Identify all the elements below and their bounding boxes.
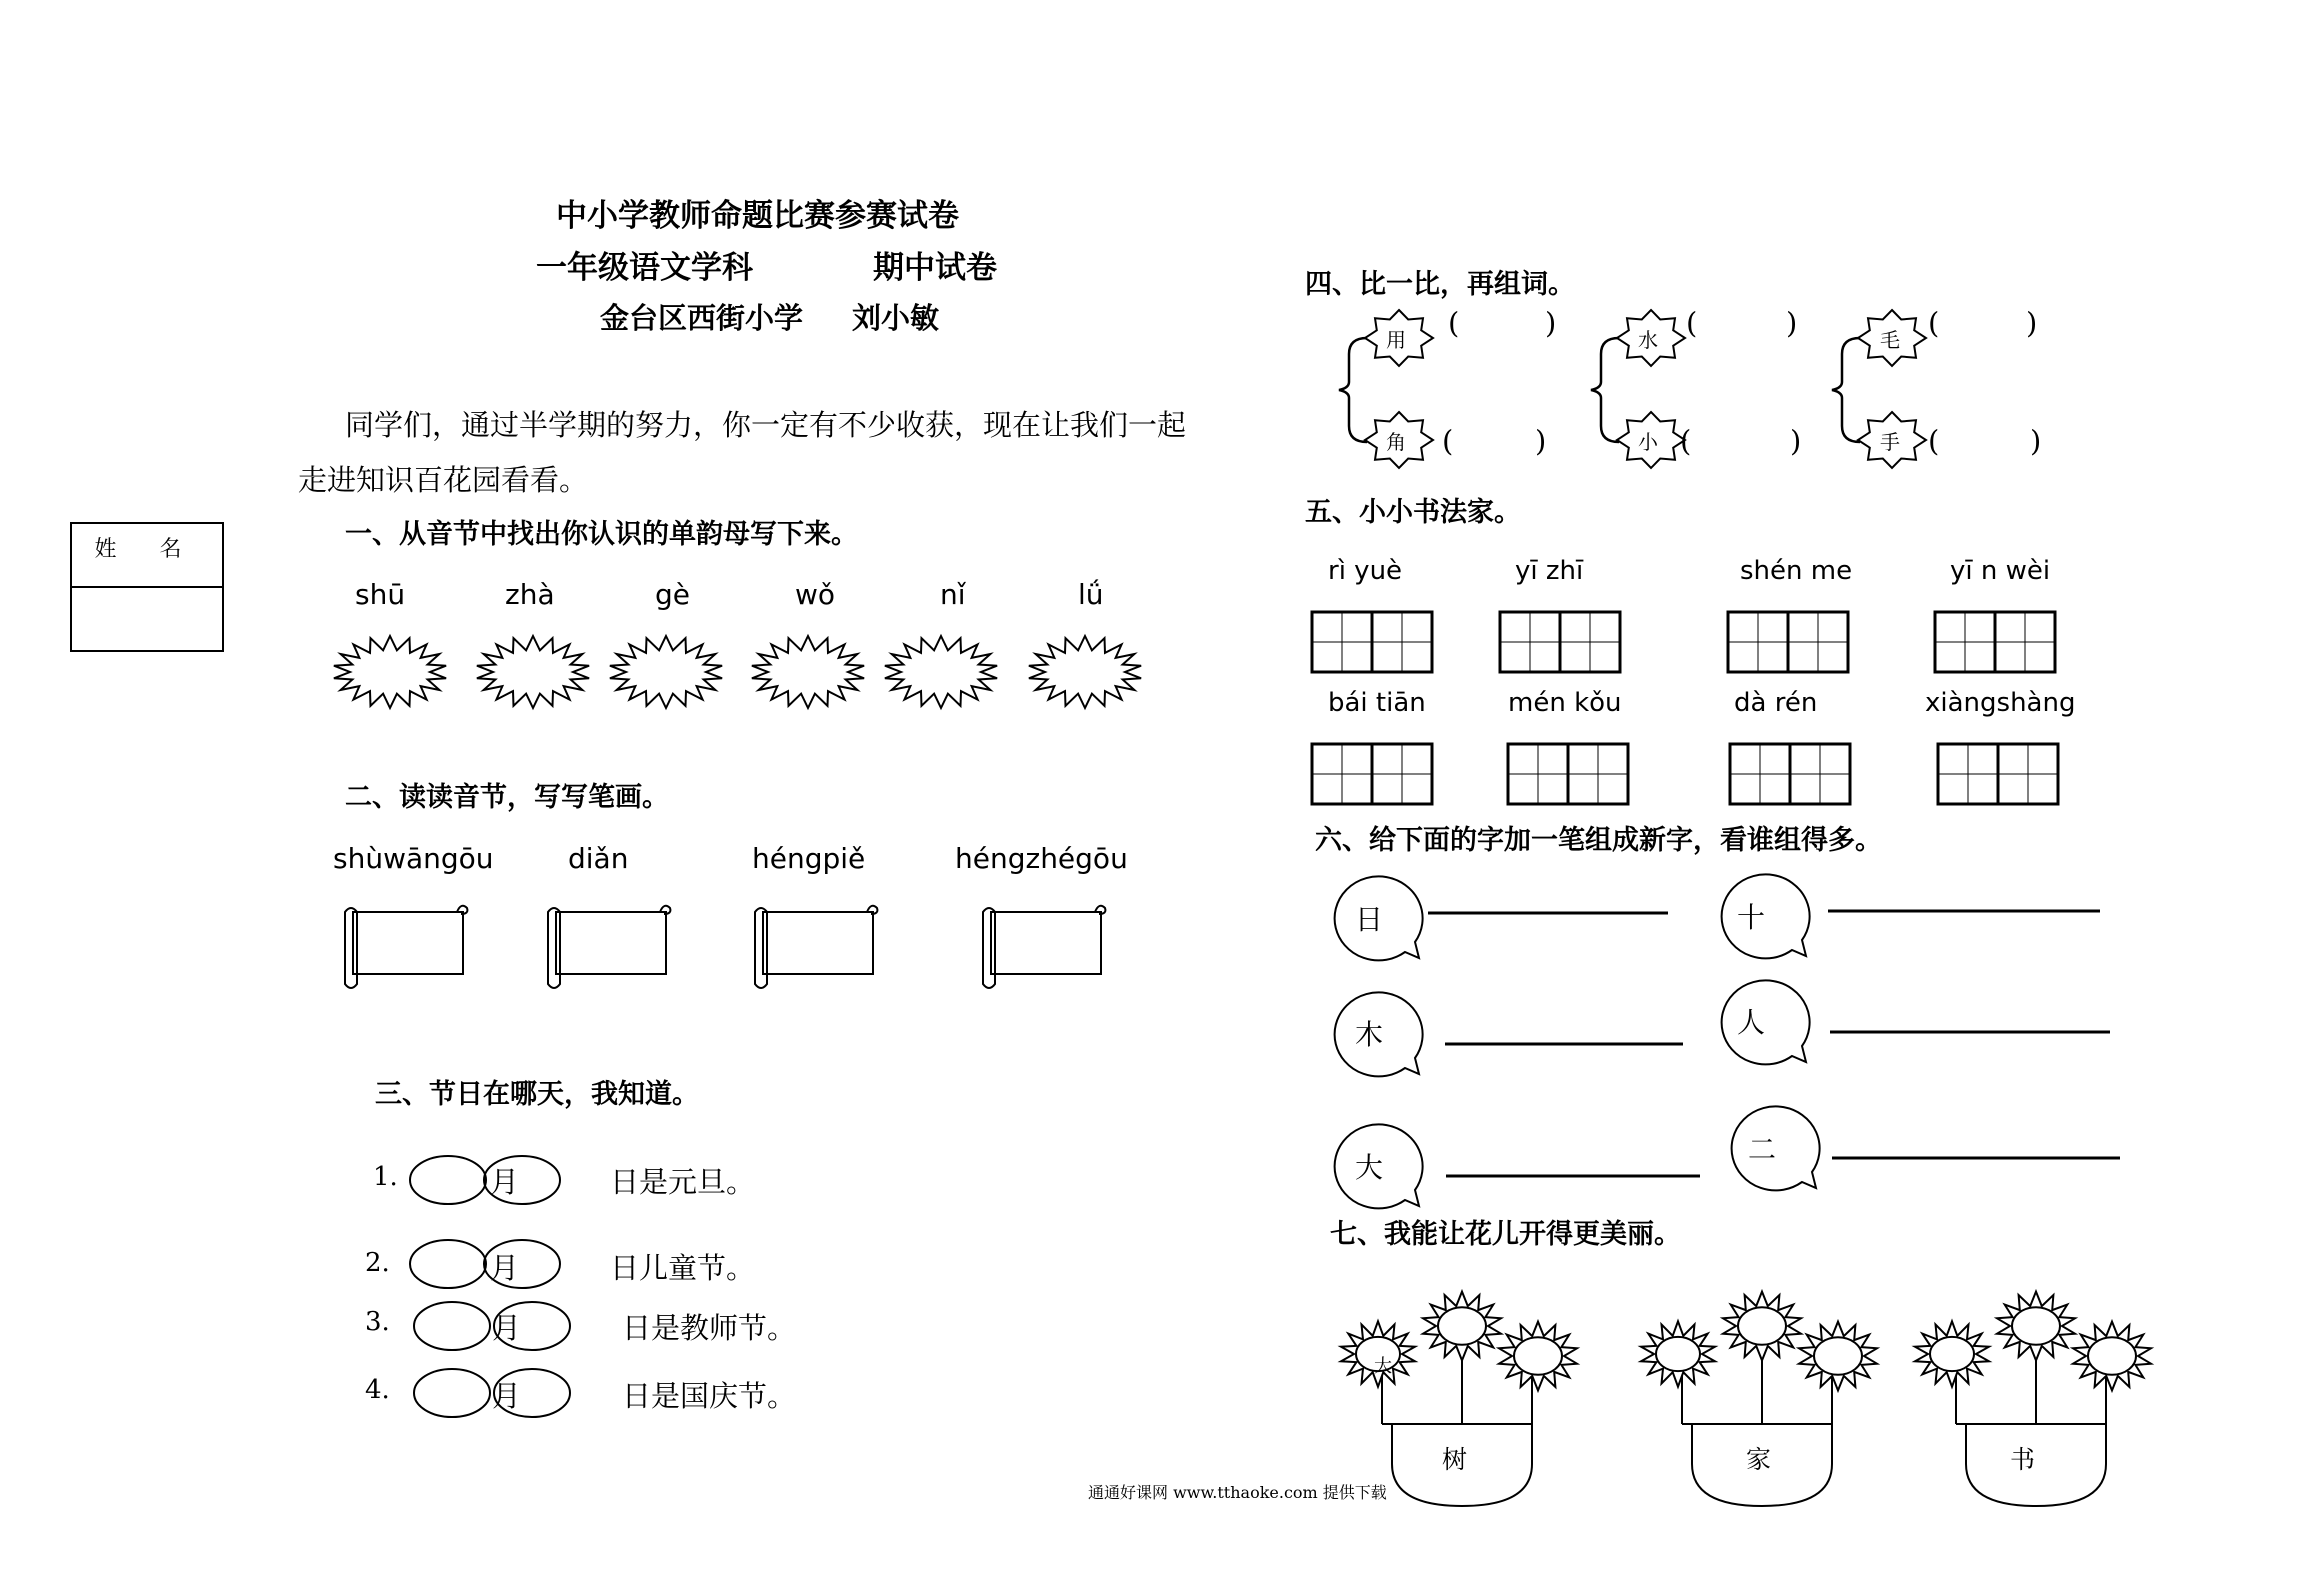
stroke-scroll-2 <box>548 906 670 988</box>
intro-line-1: 同学们，通过半学期的努力，你一定有不少收获，现在让我们一起 <box>345 408 1187 442</box>
paren-close-5: ) <box>2026 306 2038 340</box>
answer-star-6 <box>1029 636 1141 708</box>
answer-star-2 <box>477 636 589 708</box>
section1-title: 一、从音节中找出你认识的单韵母写下来。 <box>345 519 858 550</box>
pinyin-r2-3: dà rén <box>1734 688 1818 718</box>
holiday-month-3: 月 <box>492 1311 522 1345</box>
compare-char-5: 毛 <box>1880 328 1900 352</box>
paren-close-2: ) <box>1535 424 1547 458</box>
exam-title: 中小学教师命题比赛参赛试卷 <box>556 198 959 234</box>
name-field[interactable] <box>72 588 222 652</box>
compare-char-2: 角 <box>1386 430 1406 454</box>
flower-center-2-1 <box>1656 1337 1700 1371</box>
brace-3 <box>1832 338 1860 442</box>
syllable-6: lǘ <box>1078 578 1104 611</box>
grade-subject: 一年级语文学科 <box>536 250 753 286</box>
writing-grid-3 <box>1728 612 1848 672</box>
flower-center-3-1 <box>1930 1337 1974 1371</box>
section6-title: 六、给下面的字加一笔组成新字，看谁组得多。 <box>1315 825 1882 856</box>
pinyin-r2-1: bái tiān <box>1328 688 1426 718</box>
pot-char-2: 家 <box>1746 1445 1772 1474</box>
brace-1 <box>1339 338 1367 442</box>
flower-center-1-2 <box>1438 1307 1486 1344</box>
paren-close-6: ) <box>2030 424 2042 458</box>
holiday-text-3: 日是教师节。 <box>622 1311 797 1345</box>
pinyin-r2-4: xiàngshàng <box>1925 688 2076 718</box>
flower-center-1-3 <box>1514 1337 1562 1374</box>
pinyin-r2-2: mén kǒu <box>1508 688 1622 718</box>
stroke-scroll-4 <box>983 906 1105 988</box>
holiday-month-2: 月 <box>490 1251 520 1285</box>
section4-title: 四、比一比，再组词。 <box>1305 269 1575 300</box>
stroke-name-4: héngzhégōu <box>955 842 1128 875</box>
compare-char-4: 小 <box>1638 430 1658 454</box>
paren-open-2: ( <box>1442 424 1454 458</box>
section7-title: 七、我能让花儿开得更美丽。 <box>1330 1219 1681 1250</box>
paren-open-5: ( <box>1928 306 1940 340</box>
holiday-text-4: 日是国庆节。 <box>622 1379 797 1413</box>
school-name: 金台区西街小学 <box>600 301 804 335</box>
flower-center-2-2 <box>1738 1307 1786 1344</box>
flower-center-3-3 <box>2088 1337 2136 1374</box>
paren-close-4: ) <box>1790 424 1802 458</box>
add-stroke-char-2: 十 <box>1737 901 1766 934</box>
stroke-name-2: diǎn <box>568 842 629 875</box>
writing-grid-7 <box>1730 744 1850 804</box>
writing-grid-6 <box>1508 744 1628 804</box>
section2-title: 二、读读音节，写写笔画。 <box>345 782 669 813</box>
syllable-3: gè <box>655 578 690 611</box>
writing-grid-1 <box>1312 612 1432 672</box>
month-oval-4 <box>414 1369 490 1417</box>
holiday-month-1: 月 <box>490 1165 520 1199</box>
brace-2 <box>1591 338 1619 442</box>
stroke-name-3: héngpiě <box>752 842 866 875</box>
writing-grid-4 <box>1935 612 2055 672</box>
syllable-4: wǒ <box>795 578 836 611</box>
holiday-text-1: 日是元旦。 <box>610 1165 756 1199</box>
paren-open-1: ( <box>1448 306 1460 340</box>
paren-open-3: ( <box>1686 306 1698 340</box>
pinyin-r1-3: shén me <box>1740 556 1853 586</box>
section3-title: 三、节日在哪天，我知道。 <box>375 1079 699 1110</box>
add-stroke-char-1: 日 <box>1355 903 1384 936</box>
holiday-text-2: 日儿童节。 <box>610 1251 756 1285</box>
month-oval-2 <box>410 1240 486 1288</box>
answer-star-3 <box>610 636 722 708</box>
holiday-num-3: 3. <box>365 1307 390 1337</box>
name-box <box>70 522 224 652</box>
paren-open-4: ( <box>1680 424 1692 458</box>
flower-center-2-3 <box>1814 1337 1862 1374</box>
paren-close-1: ) <box>1545 306 1557 340</box>
stroke-name-1: shùwāngōu <box>333 842 494 875</box>
pinyin-r1-4: yī n wèi <box>1950 556 2051 586</box>
flower-center-3-2 <box>2012 1307 2060 1344</box>
add-stroke-char-6: 二 <box>1748 1133 1777 1166</box>
section5-title: 五、小小书法家。 <box>1305 497 1521 528</box>
author-name: 刘小敏 <box>852 301 940 335</box>
pot-char-1: 树 <box>1442 1445 1468 1474</box>
compare-char-1: 用 <box>1386 328 1406 352</box>
holiday-num-1: 1. <box>373 1162 398 1192</box>
pinyin-r1-1: rì yuè <box>1328 556 1403 586</box>
writing-grid-8 <box>1938 744 2058 804</box>
compare-char-6: 手 <box>1880 430 1900 454</box>
paren-open-6: ( <box>1928 424 1940 458</box>
syllable-1: shū <box>355 578 406 611</box>
answer-star-5 <box>885 636 997 708</box>
char-bubble-4 <box>1722 980 1810 1064</box>
month-oval-3 <box>414 1302 490 1350</box>
footer-credit: 通通好课网 www.tthaoke.com 提供下载 <box>1088 1483 1387 1502</box>
answer-star-1 <box>334 636 446 708</box>
holiday-num-2: 2. <box>365 1248 390 1278</box>
intro-line-2: 走进知识百花园看看。 <box>298 463 589 497</box>
paren-close-3: ) <box>1786 306 1798 340</box>
answer-star-4 <box>752 636 864 708</box>
add-stroke-char-3: 木 <box>1355 1018 1384 1051</box>
stroke-scroll-3 <box>755 906 877 988</box>
month-oval-1 <box>410 1156 486 1204</box>
compare-char-3: 水 <box>1638 328 1658 352</box>
holiday-num-4: 4. <box>365 1375 390 1405</box>
add-stroke-char-5: 大 <box>1355 1151 1384 1184</box>
holiday-month-4: 月 <box>492 1379 522 1413</box>
exam-type: 期中试卷 <box>873 250 997 286</box>
stroke-scroll-1 <box>345 906 467 988</box>
syllable-5: nǐ <box>940 578 966 611</box>
flower-center-char: 大 <box>1374 1356 1392 1377</box>
pinyin-r1-2: yī zhī <box>1515 556 1584 586</box>
pot-char-3: 书 <box>2010 1445 2036 1474</box>
writing-grid-2 <box>1500 612 1620 672</box>
add-stroke-char-4: 人 <box>1737 1006 1766 1039</box>
name-label: 姓 名 <box>72 524 222 588</box>
syllable-2: zhà <box>505 578 555 611</box>
char-bubble-2 <box>1722 874 1810 958</box>
writing-grid-5 <box>1312 744 1432 804</box>
